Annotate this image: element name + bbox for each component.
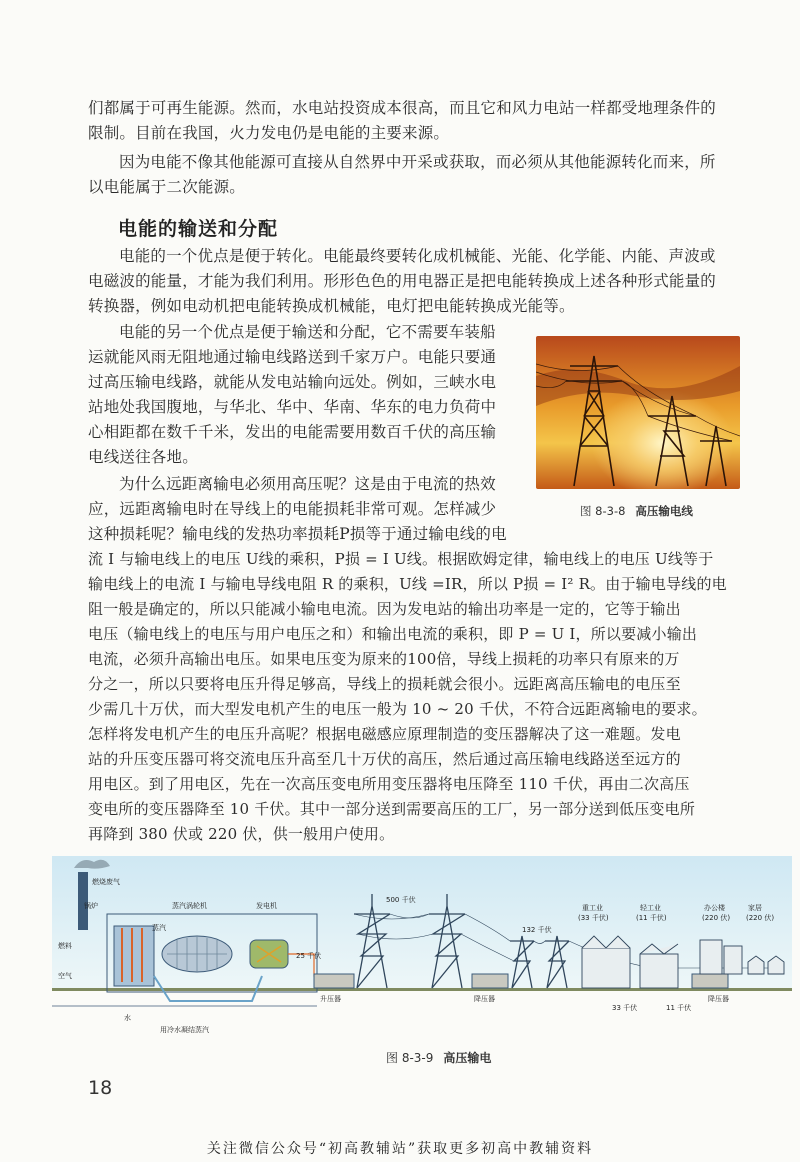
text-line: 电磁波的能量，才能为我们利用。形形色色的用电器正是把电能转换成上述各种形式能量的	[88, 272, 717, 290]
figure-caption-2	[386, 1049, 491, 1066]
text-line: 站的升压变压器可将交流电压升高至几十万伏的高压，然后通过高压输电线路送至远方的	[88, 750, 681, 768]
label-25kv: 25 千伏	[296, 952, 322, 960]
label-heavy: 重工业	[582, 904, 603, 912]
label-air: 空气	[58, 972, 72, 980]
label-light-v: (11 千伏)	[636, 914, 667, 922]
label-500kv: 500 千伏	[386, 896, 416, 904]
label-office-v: (220 伏)	[702, 914, 731, 922]
label-condense: 用冷水凝结蒸汽	[160, 1026, 209, 1034]
figure-number: 图 8-3-9	[386, 1051, 434, 1065]
label-boiler: 锅炉	[84, 902, 98, 910]
paragraph-renewable	[88, 96, 740, 146]
label-33kv: 33 千伏	[612, 1004, 638, 1012]
label-home: 家居	[748, 904, 762, 912]
text-line: 阻一般是确定的，所以只能减小输电电流。因为发电站的输出功率是一定的，它等于输出	[88, 600, 681, 618]
label-heavy-v: (33 千伏)	[578, 914, 609, 922]
figure-number: 图 8-3-8	[580, 504, 626, 518]
label-smoke: 燃烧废气	[92, 878, 120, 886]
text-line: 转换器，例如电动机把电能转换成机械能，电灯把电能转换成光能等。	[88, 297, 575, 315]
label-water: 水	[124, 1014, 131, 1022]
text-line: 们都属于可再生能源。然而，水电站投资成本很高，而且它和风力电站一样都受地理条件的	[88, 99, 717, 117]
label-turbine: 蒸汽涡轮机	[172, 902, 207, 910]
label-light: 轻工业	[640, 904, 661, 912]
text-line: 限制。目前在我国，火力发电仍是电能的主要来源。	[88, 124, 450, 142]
label-office: 办公楼	[704, 904, 725, 912]
power-lines-photo	[536, 336, 740, 489]
text-line: 电能的一个优点是便于转化。电能最终要转化成机械能、光能、化学能、内能、声波或	[119, 247, 716, 265]
label-step-down-2: 降压器	[708, 995, 729, 1003]
text-line: 心相距都在数千千米，发出的电能需要用数百千伏的高压输	[88, 423, 497, 441]
text-line: 分之一，所以只要将电压升得足够高，导线上的损耗就会很小。远距离高压输电的电压至	[88, 675, 681, 693]
paragraph-transmission	[88, 320, 528, 470]
paragraph-secondary-energy	[88, 150, 740, 200]
text-line: 过高压输电线路，就能从发电站输向远处。例如，三峡水电	[88, 373, 497, 391]
text-line: 电线送往各地。	[88, 448, 198, 466]
text-line: 站地处我国腹地，与华北、华中、华南、华东的电力负荷中	[88, 398, 497, 416]
power-transmission-diagram	[52, 856, 792, 1046]
text-line: 为什么远距离输电必须用高压呢？这是由于电流的热效	[119, 475, 496, 493]
figure-title: 高压输电	[443, 1051, 492, 1065]
label-132kv: 132 千伏	[522, 926, 552, 934]
text-line: 应，远距离输电时在导线上的电能损耗非常可观。怎样减少	[88, 500, 497, 518]
label-generator: 发电机	[256, 902, 277, 910]
text-line: 用电区。到了用电区，先在一次高压变电所用变压器将电压降至 110 千伏，再由二次高压	[88, 775, 690, 793]
text-line: 电能的另一个优点是便于输送和分配，它不需要车装船	[119, 323, 496, 341]
label-step-up: 升压器	[320, 995, 341, 1003]
text-line: 怎样将发电机产生的电压升高呢？根据电磁感应原理制造的变压器解决了这一难题。发电	[88, 725, 681, 743]
figure-caption-1	[580, 503, 693, 519]
paragraph-conversion	[88, 244, 740, 319]
figure-title: 高压输电线	[635, 504, 693, 518]
label-steam: 蒸汽	[152, 924, 166, 932]
paragraph-high-voltage-top	[88, 472, 528, 547]
label-home-v: (220 伏)	[746, 914, 775, 922]
label-step-down-1: 降压器	[474, 995, 495, 1003]
text-line: 以电能属于二次能源。	[88, 178, 246, 196]
text-line: 流 I 与输电线上的电压 U线的乘积，P损 = I U线。根据欧姆定律，输电线上的电压 U线等于	[88, 550, 714, 568]
text-line: 电压（输电线上的电压与用户电压之和）和输出电流的乘积，即 P = U I，所以要减小输出	[88, 625, 698, 643]
label-11kv: 11 千伏	[666, 1004, 692, 1012]
text-line: 输电线上的电流 I 与输电导线电阻 R 的乘积，U线 =IR，所以 P损 = I² R。由于输电导线的电	[88, 575, 727, 593]
text-line: 再降到 380 伏或 220 伏，供一般用户使用。	[88, 825, 395, 843]
text-line: 因为电能不像其他能源可直接从自然界中开采或获取，而必须从其他能源转化而来，所	[119, 153, 716, 171]
text-line: 运就能风雨无阻地通过输电线路送到千家万户。电能只要通	[88, 348, 497, 366]
section-heading: 电能的输送和分配	[118, 218, 279, 240]
footer-watermark: 关注微信公众号“初高教辅站”获取更多初高中教辅资料	[206, 1141, 594, 1157]
page-number: 18	[88, 1077, 113, 1099]
paragraph-high-voltage	[88, 547, 740, 847]
label-fuel: 燃料	[58, 942, 72, 950]
text-line: 这种损耗呢？输电线的发热功率损耗P损等于通过输电线的电	[88, 525, 507, 543]
text-line: 少需几十万伏，而大型发电机产生的电压一般为 10 ~ 20 千伏，不符合远距离输电的要求。	[88, 700, 707, 718]
text-line: 变电所的变压器降至 10 千伏。其中一部分送到需要高压的工厂，另一部分送到低压变电所	[88, 800, 696, 818]
text-line: 电流，必须升高输出电压。如果电压变为原来的100倍，导线上损耗的功率只有原来的万	[88, 650, 680, 668]
